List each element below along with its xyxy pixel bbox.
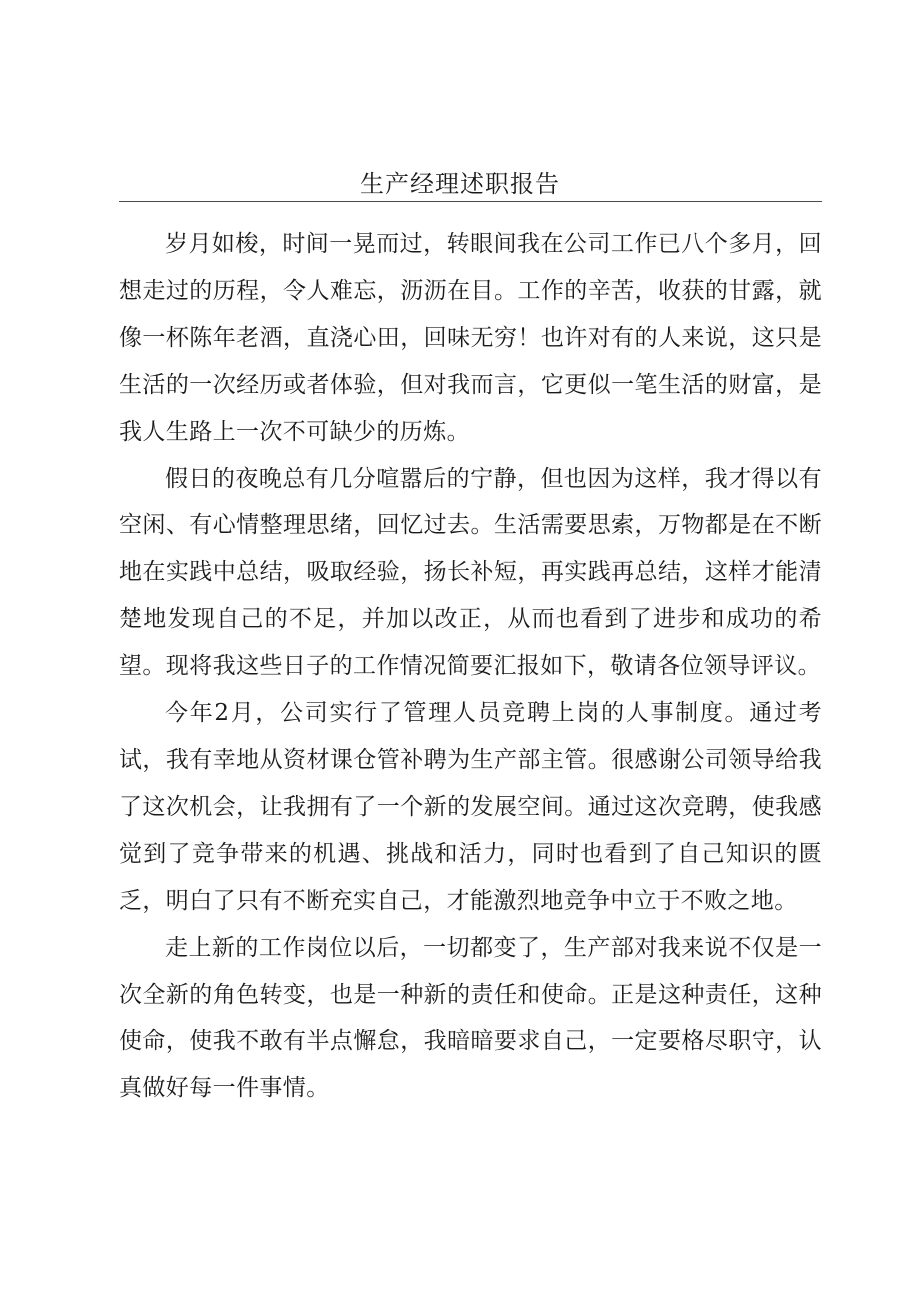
paragraph-2: 假日的夜晚总有几分喧嚣后的宁静，但也因为这样，我才得以有空闲、有心情整理思绪，回忆过去。生活需要思索，万物都是在不断地在实践中总结，吸取经验，扬长补短，再实践再总结，这样才能清楚地发现自己的不足，并加以改正，从而也看到了进步和成功的希望。现将我这些日子的工作情况简要汇报如下，敬请各位领导评议。 <box>119 465 822 680</box>
title-underline <box>119 201 822 202</box>
document-title: 生产经理述职报告 <box>360 170 560 198</box>
paragraph-1: 岁月如梭，时间一晃而过，转眼间我在公司工作已八个多月，回想走过的历程，令人难忘，沥沥在目。工作的辛苦，收获的甘露，就像一杯陈年老酒，直浇心田，回味无穷！也许对有的人来说，这只是生活的一次经历或者体验，但对我而言，它更似一笔生活的财富，是我人生路上一次不可缺少的历炼。 <box>119 231 822 445</box>
paragraph-4: 走上新的工作岗位以后，一切都变了，生产部对我来说不仅是一次全新的角色转变，也是一种新的责任和使命。正是这种责任，这种使命，使我不敢有半点懈怠，我暗暗要求自己，一定要格尽职守，认真做好每一件事情。 <box>119 934 822 1102</box>
document-body <box>119 221 822 1112</box>
paragraph-3: 今年2月，公司实行了管理人员竞聘上岗的人事制度。通过考试，我有幸地从资材课仓管补聘为生产部主管。很感谢公司领导给我了这次机会，让我拥有了一个新的发展空间。通过这次竞聘，使我感觉到了竞争带来的机遇、挑战和活力，同时也看到了自己知识的匮乏，明白了只有不断充实自己，才能激烈地竞争中立于不败之地。 <box>119 700 822 914</box>
